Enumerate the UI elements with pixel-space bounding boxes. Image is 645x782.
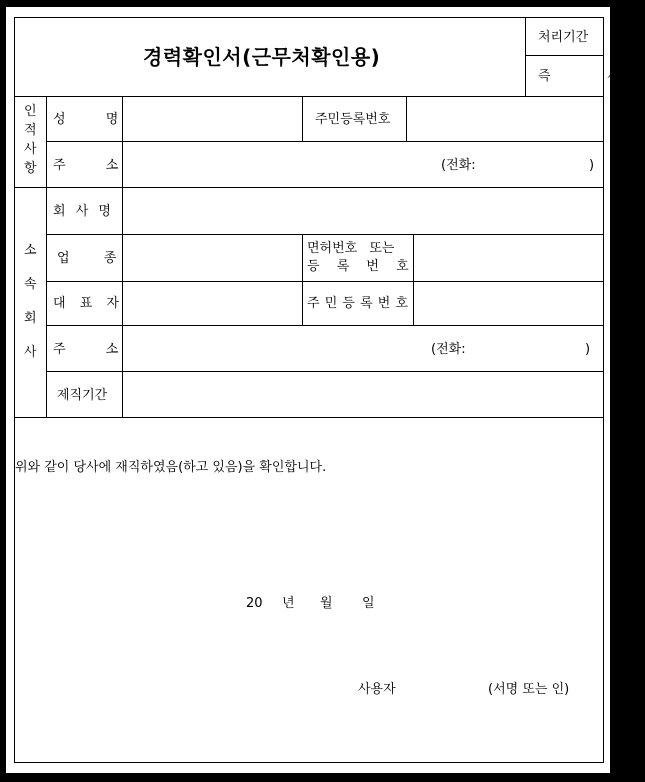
processing-value: 즉 시 [538,69,645,84]
confirmation-statement: 위와 같이 당사에 재직하였음(하고 있음)을 확인합니다. [15,460,327,475]
ceo-rrn-label-cell [302,281,414,326]
company-name-label: 회 사 명 [53,204,111,219]
company-section-char-2: 속 [24,277,37,292]
industry-value-cell[interactable] [122,234,303,282]
name-label-cell [46,96,123,142]
ceo-rrn-value-cell[interactable] [413,281,604,326]
rrn-value-cell[interactable] [406,96,604,142]
ceo-label-cell [46,281,123,326]
period-label-cell [46,371,123,418]
address-phone-close: ) [589,158,595,173]
company-section-char-1: 소 [24,243,37,258]
form-title: 경력확인서(근무처확인용) [143,45,381,69]
personal-section-cell [14,96,47,188]
title-cell [14,17,526,97]
company-name-value-cell[interactable] [122,187,604,235]
address-value-cell[interactable] [122,141,604,188]
personal-section-char-3: 사 [24,142,37,157]
license-value-cell[interactable] [413,234,604,282]
processing-label: 처리기간 [538,30,589,45]
document-page [6,7,645,773]
ceo-value-cell[interactable] [122,281,303,326]
personal-section-char-4: 항 [24,161,37,176]
license-label-line-1: 면허번호 또는 [307,241,395,256]
address-phone-label: (전화: [441,158,476,173]
license-label-cell [302,234,414,282]
date-year: 20 [246,596,263,611]
address-label-cell [46,141,123,188]
rrn-label-cell [302,96,407,142]
ceo-rrn-label: 주 민 등 록 번 호 [307,296,409,311]
company-phone-label: (전화: [431,342,466,357]
industry-label-cell [46,234,123,282]
period-label: 제직기간 [57,388,108,403]
name-value-cell[interactable] [122,96,303,142]
date-year-unit: 년 [282,596,295,611]
personal-section-char-1: 인 [24,104,37,119]
signer-label: 사용자 [358,682,396,697]
company-section-char-4: 사 [24,345,37,360]
processing-label-cell [525,17,604,56]
signature-placeholder: (서명 또는 인) [488,682,570,697]
date-month-unit: 월 [320,596,333,611]
ceo-label: 대 표 자 [53,296,119,311]
license-label-line-2: 등 록 번 호 [307,259,409,274]
company-address-label: 주 소 [53,342,119,357]
company-section-cell [14,187,47,418]
name-label: 성 명 [53,112,119,127]
company-section-char-3: 회 [24,311,37,326]
company-address-label-cell [46,325,123,372]
industry-label: 업 종 [57,251,117,266]
period-value-cell[interactable] [122,371,604,418]
processing-value-cell [525,55,645,97]
company-phone-close: ) [585,342,591,357]
company-address-value-cell[interactable] [122,325,604,372]
company-name-label-cell [46,187,123,235]
date-day-unit: 일 [362,596,375,611]
personal-section-char-2: 적 [24,123,37,138]
address-label: 주 소 [53,158,119,173]
rrn-label: 주민등록번호 [315,112,391,127]
